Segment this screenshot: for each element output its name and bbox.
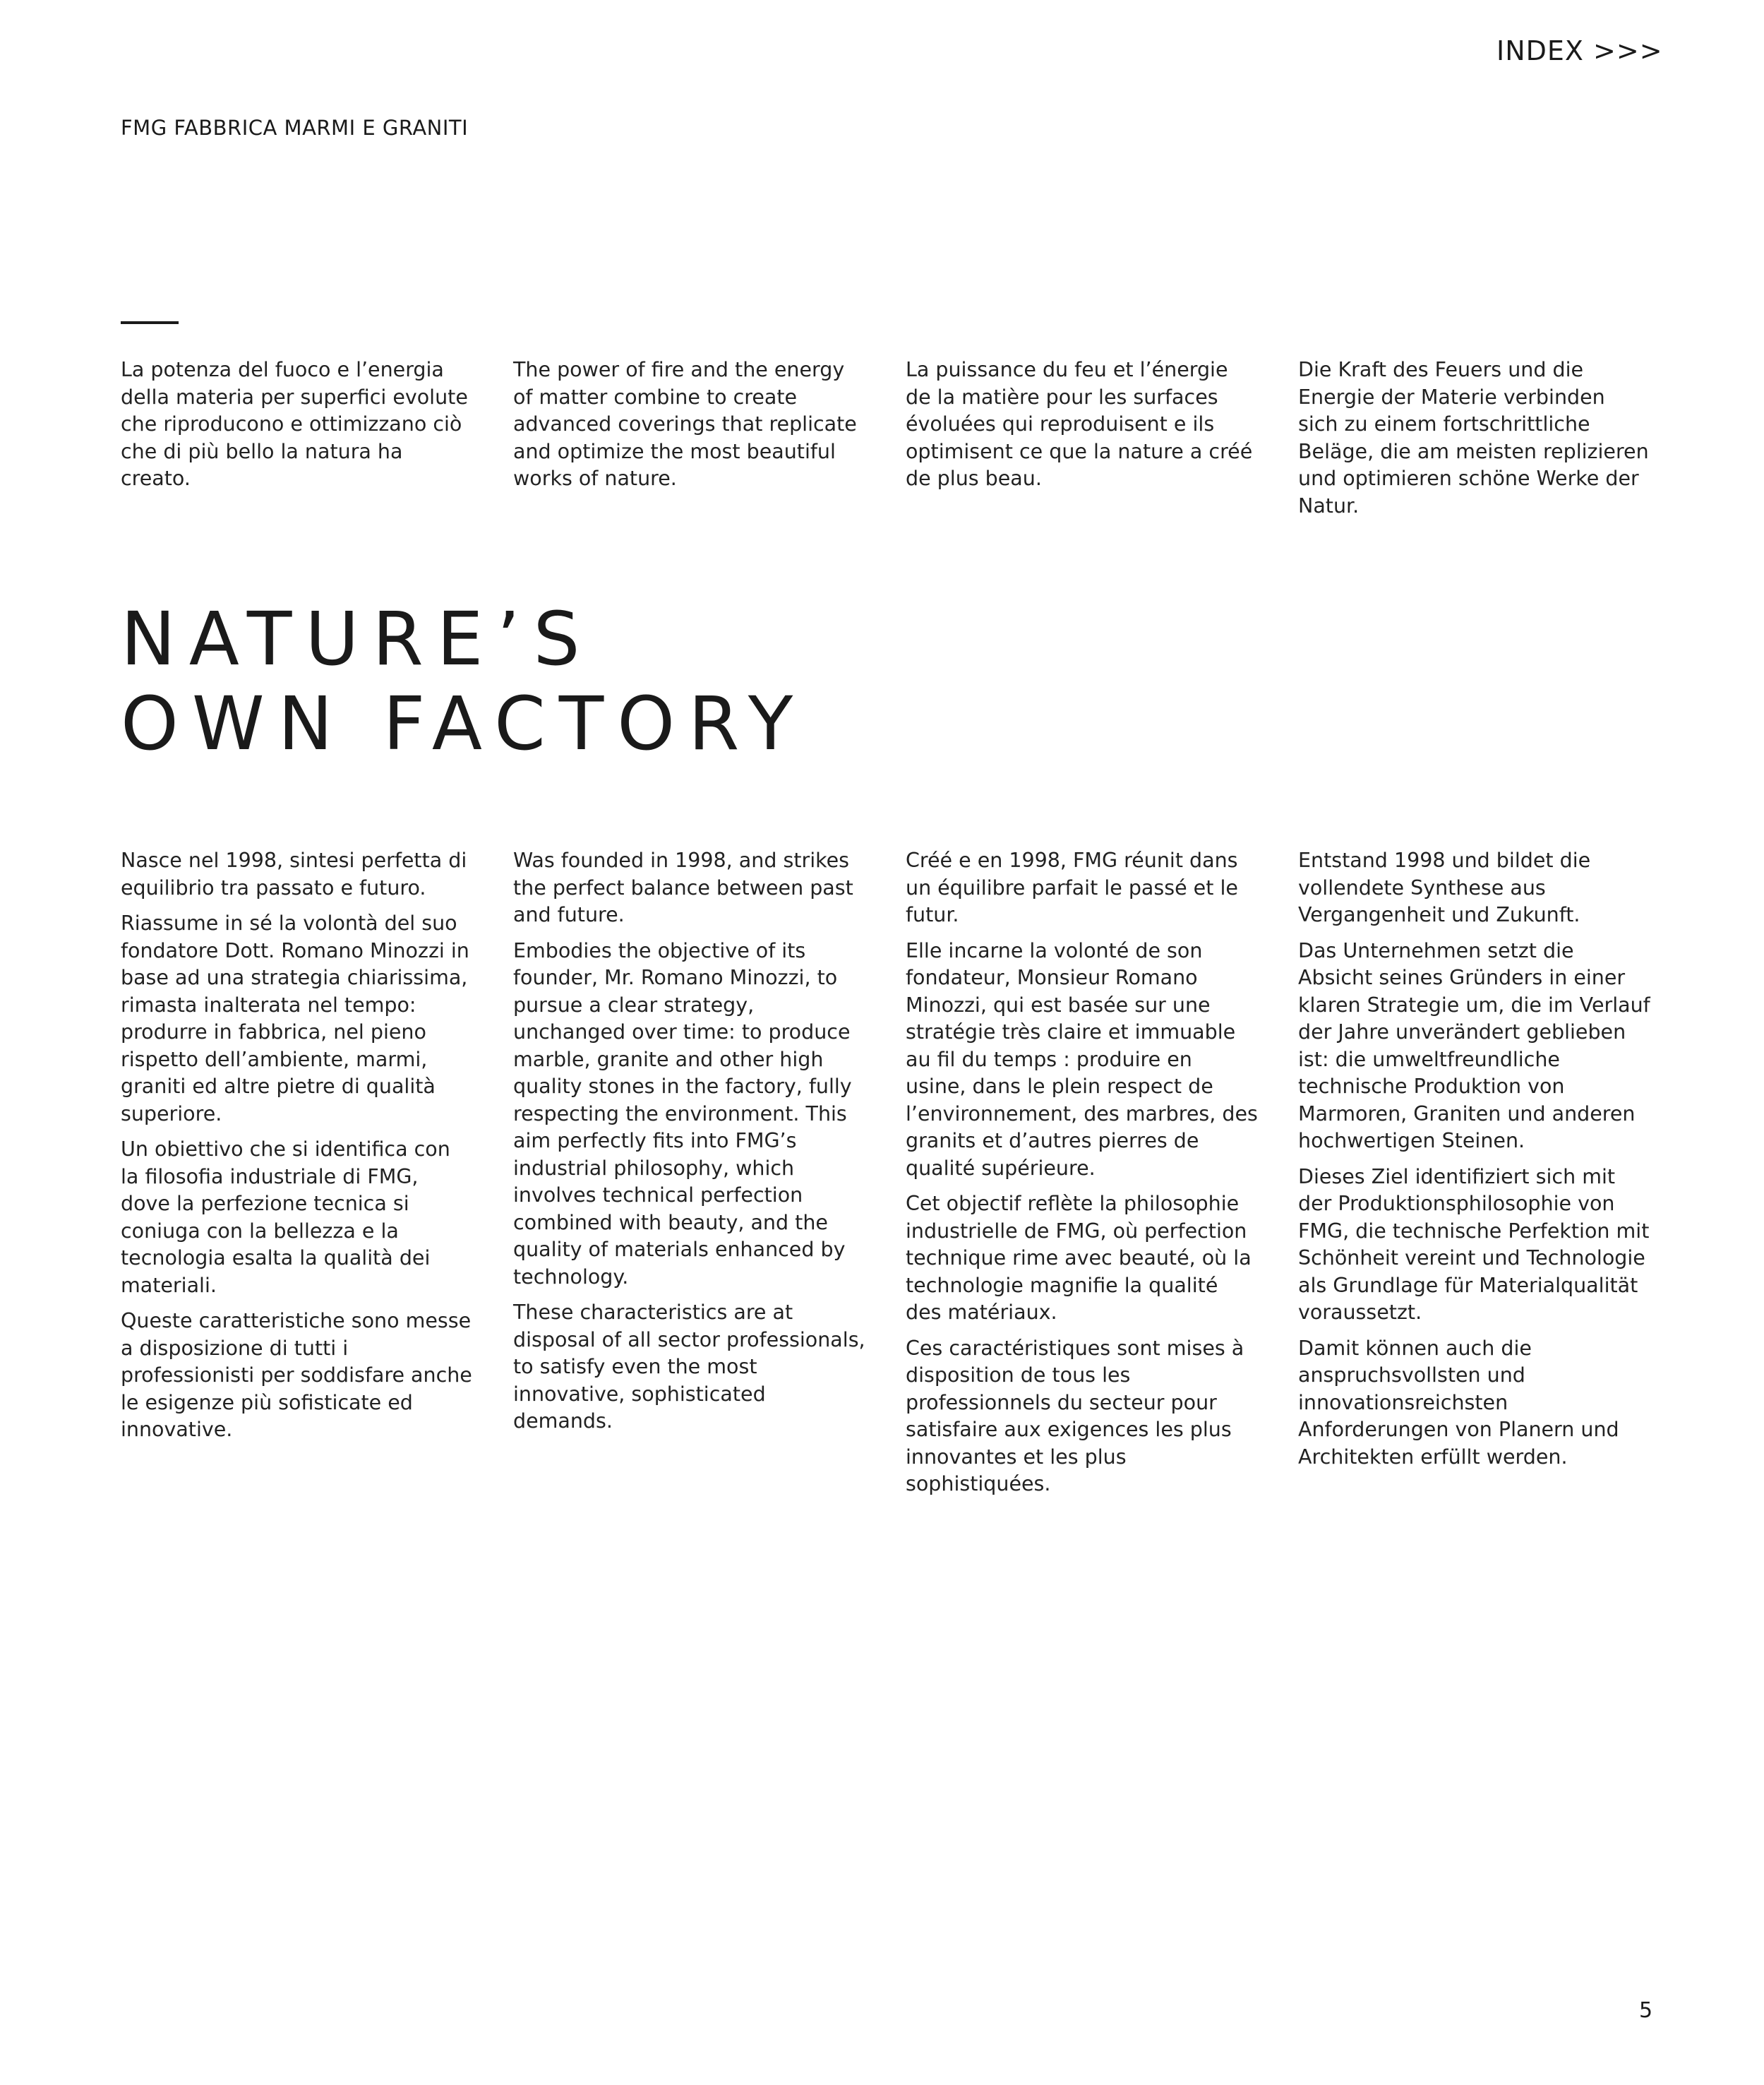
intro-italian: La potenza del fuoco e l’energia della materia per superfici evolute che riproducono e ottimizzano ciò che di più bello la natura ha creato. <box>121 358 468 490</box>
paragraph: These characteristics are at disposal of all sector professionals, to satisfy even the most innovative, sophisticated demands. <box>513 1301 865 1433</box>
divider-rule <box>121 321 179 324</box>
intro-english: The power of fire and the energy of matter combine to create advanced coverings that replicate and optimize the most beautiful works of nature. <box>513 358 857 490</box>
paragraph: Embodies the objective of its founder, Mr. Romano Minozzi, to pursue a clear strategy, unchanged over time: to produce marble, granite and other high quality stones in the factory, fully respecting the environment. This aim perfectly fits into FMG’s industrial philosophy, which involves technical perfection combined with beauty, and the quality of materials enhanced by technology. <box>513 938 852 1289</box>
page-title <box>121 597 806 766</box>
intro-german: Die Kraft des Feuers und die Energie der Materie verbinden sich zu einem fortschrittliche Beläge, die am meisten replizieren und optimieren schöne Werke der Natur. <box>1298 358 1649 518</box>
brand-name: FMG FABBRICA MARMI E GRANITI <box>121 116 469 140</box>
paragraph: Was founded in 1998, and strikes the perfect balance between past and future. <box>513 849 853 926</box>
page-number: 5 <box>1639 1998 1653 2023</box>
paragraph: Ces caractéristiques sont mises à disposition de tous les professionnels du secteur pour satisfaire aux exigences les plus innovantes et les plus sophistiquées. <box>906 1336 1244 1495</box>
paragraph: Cet objectif reflète la philosophie industrielle de FMG, où perfection technique rime avec beauté, où la technologie magnifie la qualité des matériaux. <box>906 1192 1252 1324</box>
paragraph: Elle incarne la volonté de son fondateur, Monsieur Romano Minozzi, qui est basée sur une stratégie très claire et immuable au fil du temps : produire en usine, dans le plein respect de l’environnement, des marbres, des granits et d’autres pierres de qualité supérieure. <box>906 938 1258 1180</box>
body-english <box>513 847 866 1444</box>
body-italian <box>121 847 474 1452</box>
paragraph: Das Unternehmen setzt die Absicht seines Gründers in einer klaren Strategie um, die im Verlauf der Jahre unverändert geblieben ist: die umweltfreundliche technische Produktion von Marmoren, Graniten und anderen hochwertigen Steinen. <box>1298 938 1650 1152</box>
paragraph: Damit können auch die anspruchsvollsten und innovationsreichsten Anforderungen von Planern und Architekten erfüllt werden. <box>1298 1336 1619 1469</box>
body-german <box>1298 847 1651 1479</box>
intro-french: La puissance du feu et l’énergie de la matière pour les surfaces évoluées qui reproduisent e ils optimisent ce que la nature a créé de plus beau. <box>906 358 1253 490</box>
title-line-1: NATURE’S <box>121 596 594 682</box>
paragraph: Entstand 1998 und bildet die vollendete Synthese aus Vergangenheit und Zukunft. <box>1298 849 1591 926</box>
index-link[interactable]: INDEX >>> <box>1496 35 1663 66</box>
paragraph: Créé e en 1998, FMG réunit dans un équilibre parfait le passé et le futur. <box>906 849 1238 926</box>
paragraph: Queste caratteristiche sono messe a disposizione di tutti i professionisti per soddisfare anche le esigenze più sofisticate ed innovative. <box>121 1309 472 1441</box>
paragraph: Nasce nel 1998, sintesi perfetta di equilibrio tra passato e futuro. <box>121 849 467 900</box>
title-line-2: OWN FACTORY <box>121 681 807 767</box>
paragraph: Dieses Ziel identifiziert sich mit der Produktionsphilosophie von FMG, die technische Perfektion mit Schönheit vereint und Technologie als Grundlage für Materialqualität voraussetzt. <box>1298 1164 1650 1324</box>
paragraph: Un obiettivo che si identifica con la filosofia industriale di FMG, dove la perfezione tecnica si coniuga con la bellezza e la tecnologia esalta la qualità dei materiali. <box>121 1137 450 1297</box>
paragraph: Riassume in sé la volontà del suo fondatore Dott. Romano Minozzi in base ad una strategia chiarissima, rimasta inalterata nel tempo: produrre in fabbrica, nel pieno rispetto dell’ambiente, marmi, graniti ed altre pietre di qualità superiore. <box>121 912 469 1125</box>
body-french <box>906 847 1259 1507</box>
